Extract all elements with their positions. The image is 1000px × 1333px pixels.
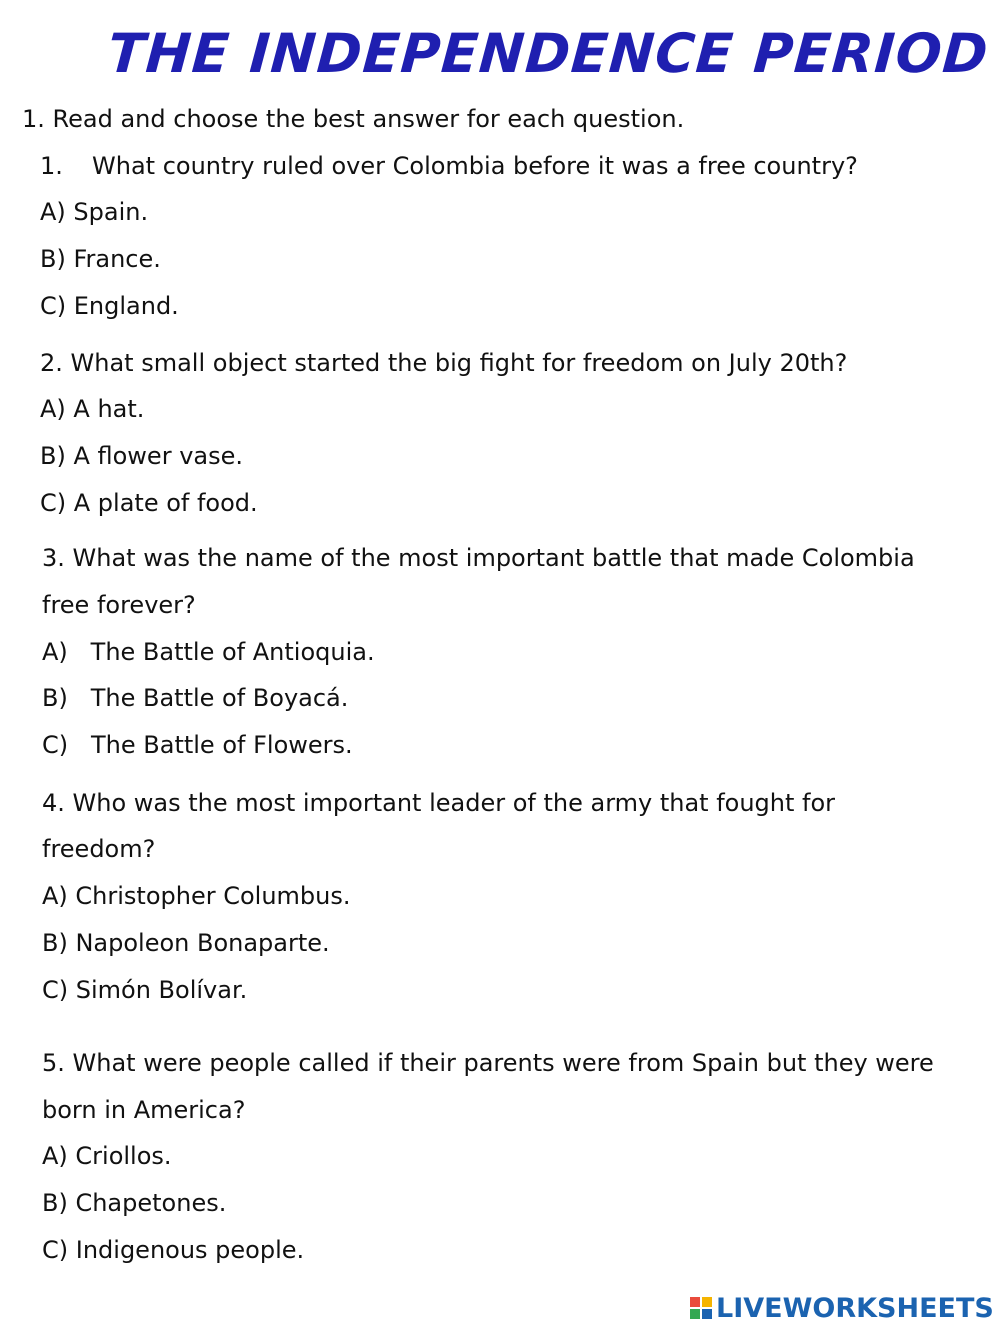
question-1-option-a[interactable]: A) Spain. xyxy=(40,198,149,226)
question-2-option-c[interactable]: C) A plate of food. xyxy=(40,489,258,517)
question-4-text-line-1: 4. Who was the most important leader of the army that fought for xyxy=(42,789,836,817)
question-1-option-b[interactable]: B) France. xyxy=(40,245,161,273)
question-4-text-line-2: freedom? xyxy=(42,835,156,863)
question-5-text-line-1: 5. What were people called if their parents were from Spain but they were xyxy=(42,1049,934,1077)
question-1-number: 1. xyxy=(40,152,63,180)
question-3-option-b[interactable]: B) The Battle of Boyacá. xyxy=(42,684,349,712)
question-4-option-a[interactable]: A) Christopher Columbus. xyxy=(42,882,351,910)
instruction-text: 1. Read and choose the best answer for each question. xyxy=(22,105,685,133)
liveworksheets-logo-icon xyxy=(690,1297,712,1319)
question-2-text: 2. What small object started the big fight for freedom on July 20th? xyxy=(40,349,848,377)
question-5-text-line-2: born in America? xyxy=(42,1096,246,1124)
question-3-option-a[interactable]: A) The Battle of Antioquia. xyxy=(42,638,375,666)
question-3-text-line-2: free forever? xyxy=(42,591,196,619)
question-3-text-line-1: 3. What was the name of the most important battle that made Colombia xyxy=(42,544,915,572)
page-title: THE INDEPENDENCE PERIOD xyxy=(105,22,991,85)
logo-text: LIVEWORKSHEETS xyxy=(716,1292,994,1324)
liveworksheets-logo xyxy=(690,1292,994,1324)
question-1-text: What country ruled over Colombia before it was a free country? xyxy=(92,152,858,180)
question-2-option-a[interactable]: A) A hat. xyxy=(40,395,145,423)
question-5-option-b[interactable]: B) Chapetones. xyxy=(42,1189,227,1217)
question-3-option-c[interactable]: C) The Battle of Flowers. xyxy=(42,731,353,759)
question-4-option-c[interactable]: C) Simón Bolívar. xyxy=(42,976,248,1004)
question-4-option-b[interactable]: B) Napoleon Bonaparte. xyxy=(42,929,330,957)
question-5-option-c[interactable]: C) Indigenous people. xyxy=(42,1236,305,1264)
question-5-option-a[interactable]: A) Criollos. xyxy=(42,1142,172,1170)
question-1-option-c[interactable]: C) England. xyxy=(40,292,179,320)
question-2-option-b[interactable]: B) A flower vase. xyxy=(40,442,244,470)
